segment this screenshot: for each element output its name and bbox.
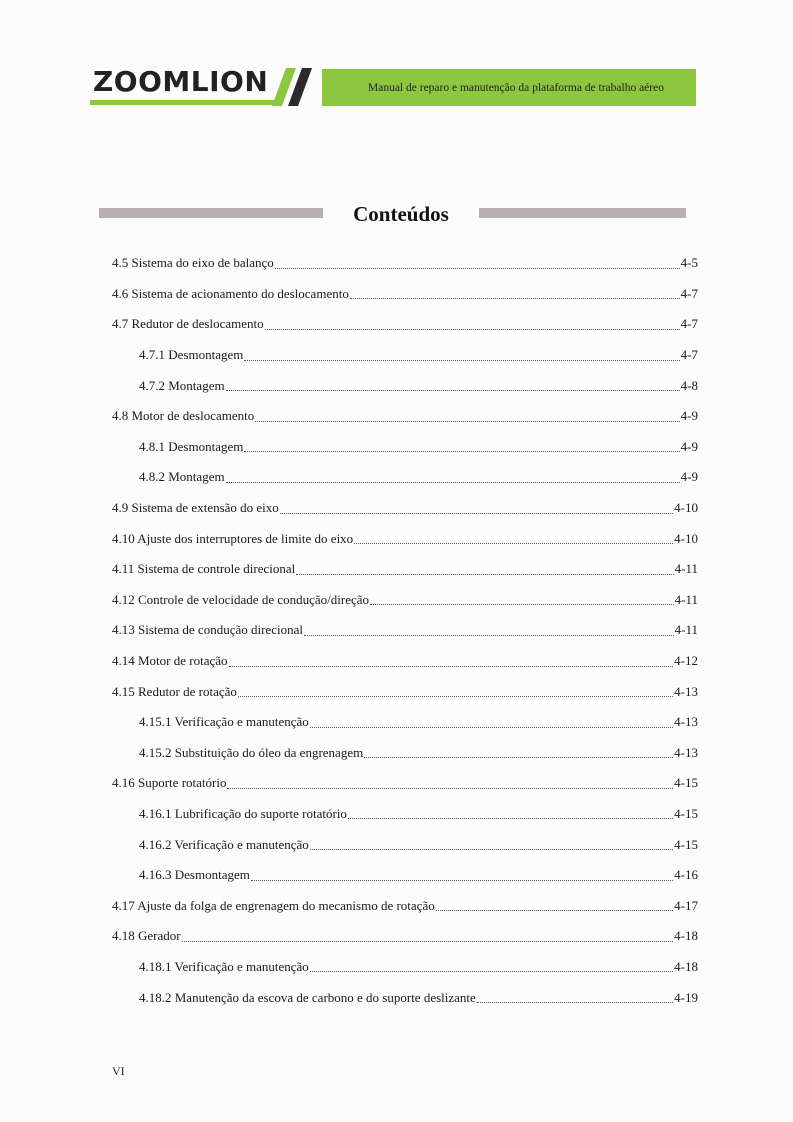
toc-entry[interactable] (112, 829, 698, 860)
toc-leader-dots (354, 543, 673, 544)
toc-leader-dots (280, 513, 673, 514)
toc-entry[interactable] (112, 676, 698, 707)
toc-entry-page: 4-13 (674, 744, 698, 760)
toc-entry-label: 4.6 Sistema de acionamento do deslocamento (112, 285, 349, 301)
toc-entry-page: 4-19 (674, 989, 698, 1005)
toc-entry-label: 4.8.2 Montagem (139, 469, 225, 485)
toc-leader-dots (310, 849, 673, 850)
toc-entry-page: 4-18 (674, 928, 698, 944)
toc-entry-label: 4.16.3 Desmontagem (139, 867, 250, 883)
toc-entry[interactable] (112, 615, 698, 646)
toc-entry-label: 4.10 Ajuste dos interruptores de limite do eixo (112, 530, 354, 546)
toc-entry-page: 4-8 (680, 377, 698, 393)
toc-entry[interactable] (112, 585, 698, 616)
toc-entry-page: 4-12 (674, 653, 698, 669)
toc-leader-dots (304, 635, 674, 636)
toc-entry-label: 4.18.2 Manutenção da escova de carbono e do suporte deslizante (139, 989, 476, 1005)
toc-entry-page: 4-9 (680, 469, 698, 485)
page-header (90, 64, 696, 108)
header-manual-title: Manual de reparo e manutenção da plataforma de trabalho aéreo (368, 82, 664, 94)
logo-underline (90, 100, 280, 105)
toc-entry-page: 4-13 (674, 714, 698, 730)
toc-leader-dots (275, 268, 680, 269)
toc-entry-page: 4-5 (680, 255, 698, 271)
toc-entry-label: 4.18 Gerador (112, 928, 181, 944)
toc-leader-dots (265, 329, 680, 330)
toc-entry-label: 4.12 Controle de velocidade de condução/direção (112, 591, 370, 607)
page-title: Conteúdos (353, 202, 449, 226)
toc-leader-dots (182, 941, 674, 942)
toc-entry-page: 4-17 (674, 897, 698, 913)
toc-entry[interactable] (112, 309, 698, 340)
toc-entry[interactable] (112, 799, 698, 830)
toc-entry-page: 4-9 (680, 408, 698, 424)
toc-entry-page: 4-15 (674, 775, 698, 791)
toc-entry-page: 4-18 (674, 958, 698, 974)
toc-leader-dots (477, 1002, 673, 1003)
toc-leader-dots (310, 971, 673, 972)
toc-entry-page: 4-11 (674, 591, 698, 607)
toc-entry[interactable] (112, 707, 698, 738)
toc-entry-label: 4.8.1 Desmontagem (139, 438, 244, 454)
toc-entry[interactable] (112, 952, 698, 983)
toc-entry[interactable] (112, 462, 698, 493)
toc-entry-label: 4.16 Suporte rotatório (112, 775, 227, 791)
toc-entry[interactable] (112, 890, 698, 921)
toc-leader-dots (364, 757, 673, 758)
toc-entry-label: 4.15.2 Substituição do óleo da engrenagem (139, 744, 364, 760)
toc-entry-label: 4.9 Sistema de extensão do eixo (112, 500, 279, 516)
toc-leader-dots (226, 482, 680, 483)
toc-entry-label: 4.11 Sistema de controle direcional (112, 561, 296, 577)
toc-entry-label: 4.14 Motor de rotação (112, 653, 228, 669)
toc-leader-dots (310, 727, 673, 728)
toc-entry[interactable] (112, 982, 698, 1013)
toc-entry-label: 4.7.2 Montagem (139, 377, 225, 393)
toc-entry-page: 4-7 (680, 285, 698, 301)
toc-entry-page: 4-7 (680, 347, 698, 363)
zoomlion-logo: ZOOMLION (93, 65, 269, 98)
toc-entry[interactable] (112, 279, 698, 310)
toc-entry[interactable] (112, 248, 698, 279)
toc-entry-label: 4.16.2 Verificação e manutenção (139, 836, 309, 852)
toc-entry-label: 4.15 Redutor de rotação (112, 683, 237, 699)
toc-entry-page: 4-11 (674, 622, 698, 638)
toc-entry-label: 4.7 Redutor de deslocamento (112, 316, 264, 332)
toc-entry[interactable] (112, 432, 698, 463)
toc-leader-dots (226, 390, 680, 391)
toc-leader-dots (370, 604, 674, 605)
toc-entry-page: 4-13 (674, 683, 698, 699)
toc-entry-page: 4-9 (680, 438, 698, 454)
toc-entry-label: 4.16.1 Lubrificação do suporte rotatório (139, 805, 347, 821)
toc-entry-label: 4.5 Sistema do eixo de balanço (112, 255, 274, 271)
toc-entry[interactable] (112, 401, 698, 432)
toc-entry[interactable] (112, 921, 698, 952)
toc-entry[interactable] (112, 554, 698, 585)
toc-entry-label: 4.8 Motor de deslocamento (112, 408, 255, 424)
toc-entry-page: 4-15 (674, 805, 698, 821)
toc-entry[interactable] (112, 646, 698, 677)
toc-entry[interactable] (112, 493, 698, 524)
page-number: VI (112, 1064, 125, 1078)
toc-leader-dots (229, 666, 674, 667)
toc-entry-page: 4-10 (674, 530, 698, 546)
title-rule-right (479, 208, 686, 218)
toc-leader-dots (436, 910, 673, 911)
toc-entry[interactable] (112, 340, 698, 371)
toc-leader-dots (350, 298, 680, 299)
toc-leader-dots (348, 818, 673, 819)
toc-entry[interactable] (112, 523, 698, 554)
toc-leader-dots (244, 360, 679, 361)
contents-title-block (99, 195, 687, 235)
toc-entry-label: 4.15.1 Verificação e manutenção (139, 714, 309, 730)
toc-entry-page: 4-7 (680, 316, 698, 332)
toc-leader-dots (227, 788, 673, 789)
toc-entry-page: 4-15 (674, 836, 698, 852)
table-of-contents (112, 248, 698, 1013)
toc-entry[interactable] (112, 370, 698, 401)
toc-entry-label: 4.17 Ajuste da folga de engrenagem do mecanismo de rotação (112, 897, 435, 913)
slash-decoration-icon (272, 68, 328, 106)
toc-leader-dots (255, 421, 679, 422)
toc-entry-label: 4.18.1 Verificação e manutenção (139, 958, 309, 974)
toc-leader-dots (296, 574, 673, 575)
toc-entry-page: 4-11 (674, 561, 698, 577)
toc-entry-label: 4.13 Sistema de condução direcional (112, 622, 303, 638)
toc-entry-page: 4-16 (674, 867, 698, 883)
toc-leader-dots (251, 880, 673, 881)
toc-entry-label: 4.7.1 Desmontagem (139, 347, 244, 363)
toc-entry[interactable] (112, 738, 698, 769)
toc-leader-dots (244, 451, 679, 452)
title-rule-left (99, 208, 323, 218)
toc-entry[interactable] (112, 768, 698, 799)
toc-leader-dots (238, 696, 673, 697)
toc-entry[interactable] (112, 860, 698, 891)
toc-entry-page: 4-10 (674, 500, 698, 516)
